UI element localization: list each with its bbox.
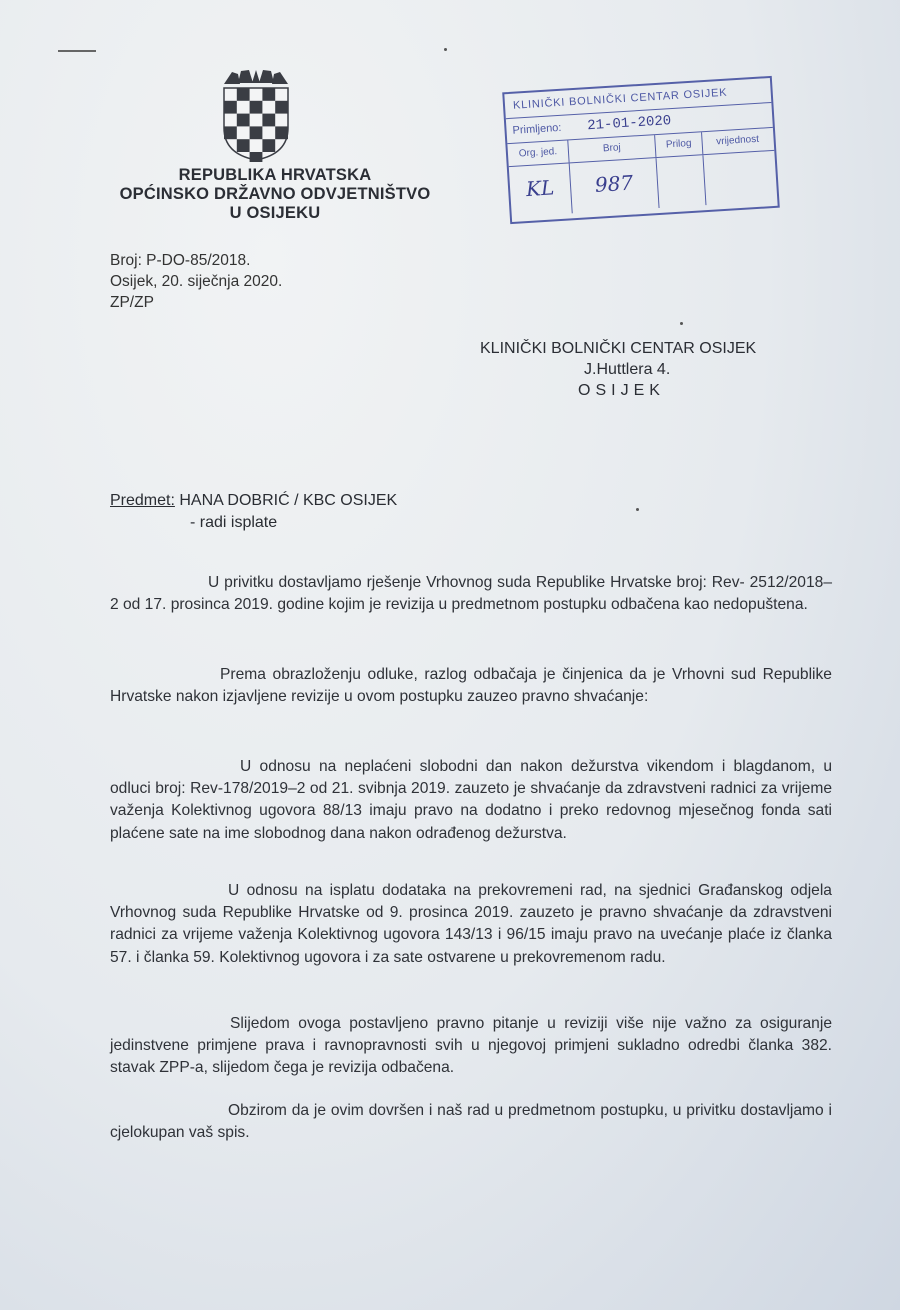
crest-checker-square [250,152,263,162]
crest-checker-square [250,101,263,114]
stamp-col-broj: Broj [568,135,656,162]
stamp-title: KLINIČKI BOLNIČKI CENTAR OSIJEK [504,78,771,119]
paper-speck [444,48,447,51]
recipient-city: OSIJEK [578,382,665,399]
stamp-val-vrijednost [703,151,776,205]
issuer-line-3: U OSIJEKU [229,204,321,222]
recipient-name: KLINIČKI BOLNIČKI CENTAR OSIJEK [480,340,757,357]
crest-checker-square [224,126,237,139]
body-paragraph-5 [110,1013,832,1080]
subject-label: Predmet: [110,492,175,509]
body-paragraph-6 [110,1100,832,1144]
stamp-col-vrijednost: vrijednost [715,133,760,148]
crest-checker-square [262,114,275,127]
issuer-header [100,166,450,223]
crest-checker-square [262,139,275,152]
body-paragraph-2 [110,664,832,708]
pen-mark [58,50,96,52]
crest-checker-square [275,101,288,114]
recipient-address [480,338,756,401]
paper-speck [680,322,683,325]
subject-block [110,490,397,534]
body-paragraph-4 [110,880,832,969]
paragraph-text: U privitku dostavljamo rješenje Vrhovnog suda Republike Hrvatske broj: Rev- 2512/2018–2 od 17. prosinca 2019. godine kojim je revizija u predmetnom postupku odbačena kao nedopuštena. [110,574,832,614]
document-date: Osijek, 20. siječnja 2020. [110,273,283,290]
issuer-line-1: REPUBLIKA HRVATSKA [178,166,372,184]
received-stamp [502,76,780,224]
body-paragraph-3 [110,756,832,845]
recipient-street: J.Huttlera 4. [584,361,671,378]
stamp-val-broj: 987 [570,158,660,213]
subject-title: HANA DOBRIĆ / KBC OSIJEK [179,492,398,509]
stamp-val-org: KL [509,163,573,217]
paragraph-text: U odnosu na neplaćeni slobodni dan nakon dežurstva vikendom i blagdanom, u odluci broj: Rev-178/2019–2 od 21. svibnja 2019. zauzeto je shvaćanje da zdravstveni radnici za vrijeme važenja Kolektivnog ugovora 88/13 imaju pravo na dodatno i preko redovnog mjesečnog fonda sati plaćene sate na ime slobodnog dana nakon odrađenog dežurstva. [110,758,832,842]
body-paragraph-1 [110,572,832,616]
crest-checker-square [250,126,263,139]
stamp-val-prilog [657,155,707,208]
croatian-coat-of-arms-icon [220,70,292,162]
reference-number: Broj: P-DO-85/2018. [110,252,251,269]
paragraph-text: Prema obrazloženju odluke, razlog odbačaja je činjenica da je Vrhovni sud Republike Hrvatske nakon izjavljene revizije u ovom postupku zauzeo pravno shvaćanje: [110,666,832,706]
document-initials: ZP/ZP [110,294,154,311]
stamp-col-prilog: Prilog [655,132,703,157]
paragraph-text: U odnosu na isplatu dodataka na prekovremeni rad, na sjednici Građanskog odjela Vrhovnog suda Republike Hrvatske od 9. prosinca 2019. zauzeto je pravno shvaćanje da zdravstveni radnici za vrijeme važenja Kolektivnog ugovora 143/13 i 96/15 imaju pravo na uvećanje plaće iz članka 57. i članka 59. Kolektivnog ugovora i za sate ostvarene u prekovremenom radu. [110,882,832,966]
subject-subtitle: - radi isplate [190,514,278,531]
crest-checker-square [224,101,237,114]
crest-checker-square [275,126,288,139]
paper-speck [636,508,639,511]
document-meta [110,250,282,313]
crest-checker-square [237,88,250,101]
stamp-received-label: Primljeno: [512,121,562,137]
issuer-line-2: OPĆINSKO DRŽAVNO ODVJETNIŠTVO [119,185,431,203]
stamp-received-date: 21-01-2020 [586,113,672,135]
crest-checker-square [237,114,250,127]
crest-checker-square [262,88,275,101]
paragraph-text: Slijedom ovoga postavljeno pravno pitanje u reviziji više nije važno za osiguranje jedinstvene primjene prava i ravnopravnosti svih u njegovoj primjeni sukladno odredbi članka 382. stavak ZPP-a, slijedom čega je revizija odbačena. [110,1015,832,1077]
paragraph-text: Obzirom da je ovim dovršen i naš rad u predmetnom postupku, u privitku dostavljamo i cjelokupan vaš spis. [110,1102,832,1142]
stamp-col-org: Org. jed. [507,140,569,166]
crest-checker-square [237,139,250,152]
